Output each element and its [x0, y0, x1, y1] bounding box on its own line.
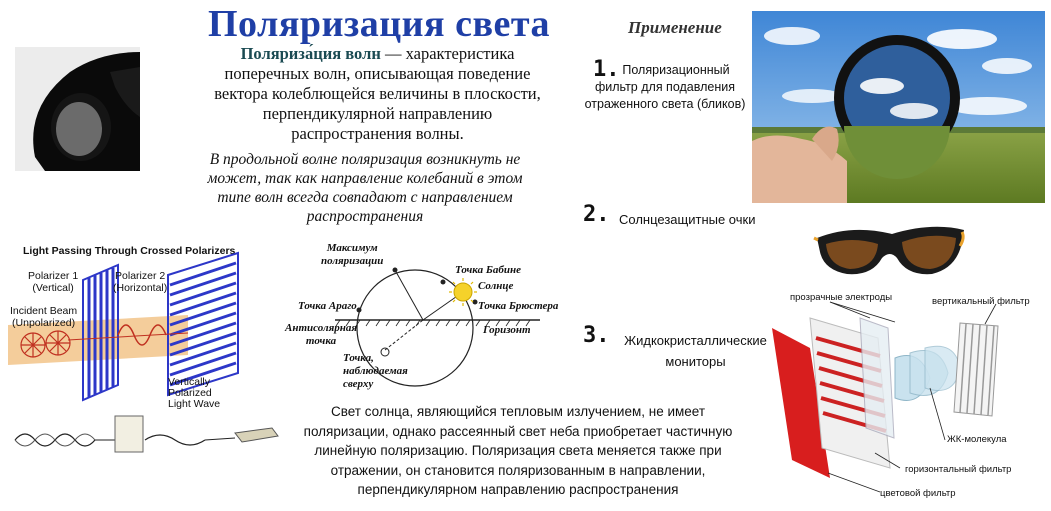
max-polarization-label [321, 242, 383, 268]
item-1-line3: отраженного света (бликов) [584, 97, 746, 111]
wave-line2: Polarized [168, 387, 212, 399]
item-3-number: 3. [583, 323, 610, 348]
arago-label: Точка Араго [298, 300, 357, 312]
longitudinal-note: В продольной волне поляризация возникнуть не может, так как направление колебаний в этом типе волн всегда совпадают с направлением распространения [207, 151, 523, 225]
lc-molecule-label: ЖК-молекула [947, 434, 1007, 445]
item-2-text: Солнцезащитные очки [619, 212, 756, 227]
antisolar-label [285, 322, 357, 348]
polarizer-photo [15, 47, 140, 171]
vertical-filter-label: вертикальный фильтр [932, 296, 1030, 307]
landscape-photo [752, 11, 1045, 203]
max-line2: поляризации [321, 255, 384, 267]
max-line1: Максимум [326, 242, 378, 254]
sun-label: Солнце [478, 280, 514, 292]
vertical-wave-label [168, 377, 220, 410]
landscape-graphic [752, 11, 1045, 203]
incident-sub: (Unpolarized) [12, 317, 76, 329]
item-1-number: 1. [593, 57, 620, 82]
polarizer2-label [113, 270, 167, 294]
horizon-label: Горизонт [483, 324, 531, 336]
polarizer-photo-graphic [15, 47, 140, 171]
item-1-line2: фильтр для подавления [594, 80, 736, 94]
antisolar-line2: точка [305, 335, 337, 347]
babine-label: Точка Бабине [455, 264, 521, 276]
incident-label [10, 305, 77, 329]
polarizer2-sub: (Horizontal) [113, 282, 168, 294]
crossed-polarizers-diagram [8, 245, 270, 415]
incident-title: Incident Beam [10, 305, 78, 317]
obs-line1: Точка, [343, 352, 374, 364]
obs-line3: сверху [343, 378, 374, 390]
wave-sketch [10, 408, 285, 463]
antisolar-line1: Антисолярная [285, 322, 358, 334]
page-title: Поляризация света [208, 3, 550, 45]
polarizer1-label [28, 270, 78, 294]
item-1-line1: Поляризационный [622, 63, 730, 77]
applications-heading: Применение [628, 18, 722, 37]
sunglasses-graphic [812, 218, 967, 280]
sky-polarization-diagram [285, 240, 575, 400]
wave-sketch-graphic [10, 408, 285, 463]
item-1-text [580, 62, 750, 113]
electrodes-label: прозрачные электроды [790, 292, 893, 303]
polarizer1-title: Polarizer 1 [28, 270, 79, 282]
color-filter-label: цветовой фильтр [880, 488, 956, 499]
definition-term: Поляриза́ция волн [240, 44, 381, 63]
wave-line1: Vertically [168, 376, 211, 388]
item-2-number: 2. [583, 202, 610, 227]
polarizer1-sub: (Vertical) [32, 282, 74, 294]
sky-polarization-text: Свет солнца, являющийся тепловым излучением, не имеет поляризации, однако рассеянный свет неба приобретает частичную линейную поляризацию. Поляризация света меняется также при отражении, он становится поляризованным в направлении, перпендикулярном направлению распространения [303, 404, 733, 497]
polarizers-title: Light Passing Through Crossed Polarizers [23, 245, 236, 257]
observed-point-label [343, 352, 408, 391]
obs-line2: наблюдаемая [343, 365, 408, 377]
definition-paragraph [205, 44, 550, 144]
definition-text: — характеристика поперечных волн, описывающая поведение вектора колеблющейся величины в плоскости, перпендикулярной направлению распространения волны. [214, 44, 541, 143]
item-3-line1: Жидкокристаллические [624, 333, 767, 348]
item-3-text [618, 330, 773, 372]
lcd-diagram [770, 288, 1045, 506]
polarizer2-title: Polarizer 2 [115, 270, 166, 282]
sunglasses-image [812, 218, 967, 280]
brewster-label: Точка Брюстера [478, 300, 559, 312]
item-3-line2: мониторы [665, 354, 726, 369]
wave-line3: Light Wave [168, 398, 221, 410]
horizontal-filter-label: горизонтальный фильтр [905, 464, 1012, 475]
